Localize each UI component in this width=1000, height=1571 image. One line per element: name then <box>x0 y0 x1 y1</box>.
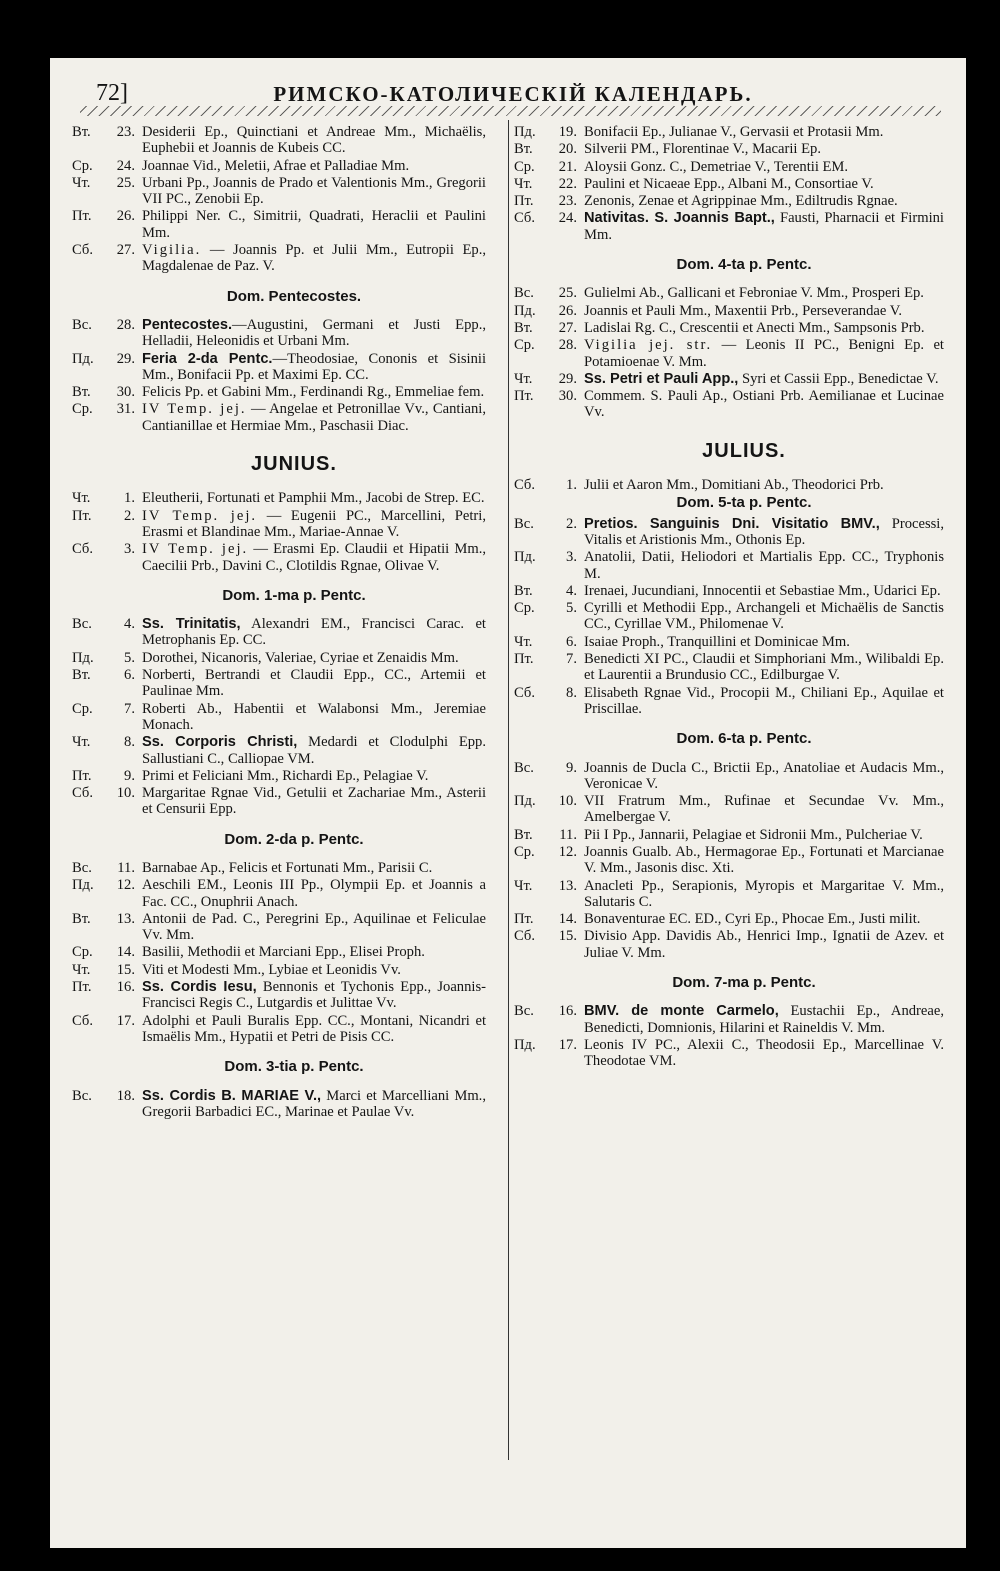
date-number: 5. <box>124 649 135 666</box>
saints-text: Eustachii Ep., Andreae, Benedicti, Domnionis, Hilarini et Raineldis V. Mm. <box>584 1003 944 1036</box>
saints-text: Fausti, Pharnacii et Firmini Mm. <box>584 210 944 243</box>
entry-jun-23 <box>514 193 944 209</box>
entry-jul-4 <box>514 583 944 599</box>
weekday: Сб. <box>72 1012 93 1029</box>
weekday: Вт. <box>514 319 533 336</box>
saints-text: Marci et Marcelliani Mm., Gregorii Barbadici EC., Marinae et Paulae Vv. <box>142 1087 486 1120</box>
date-number: 26. <box>116 208 135 225</box>
saints-text: Roberti Ab., Habentii et Walabonsi Mm., Jeremiae Monach. <box>142 700 486 733</box>
entry-jul-10 <box>514 793 944 826</box>
entry-jul-7 <box>514 651 944 684</box>
entry-jun-15 <box>72 962 486 978</box>
entry-jun-6 <box>72 667 486 700</box>
entry-may-31 <box>72 401 486 434</box>
saints-text: Cyrilli et Methodii Epp., Archangeli et Michaëlis de Sanctis CC., Cyrillae VM., Philomenae V. <box>584 600 944 633</box>
entry-jun-18 <box>72 1088 486 1121</box>
weekday: Пд. <box>72 649 94 666</box>
left-column <box>72 124 486 1121</box>
saints-text: Desiderii Ep., Quinctiani et Andreae Mm., Michaëlis, Euphebii et Joannis de Kubeis CC. <box>142 124 486 157</box>
date-number: 6. <box>124 667 135 684</box>
saints-text: Philippi Ner. C., Simitrii, Quadrati, Heraclii et Paulini Mm. <box>142 208 486 241</box>
entry-may-28 <box>72 317 486 350</box>
sunday-heading: Dom. 6-ta p. Pentc. <box>676 730 812 748</box>
calendar-page <box>50 58 966 1548</box>
saints-text: Julii et Aaron Mm., Domitiani Ab., Theodorici Prb. <box>584 477 884 494</box>
date-number: 31. <box>116 401 135 418</box>
saints-text: Anacleti Pp., Serapionis, Myropis et Margaritae V. Mm., Salutaris C. <box>584 877 944 910</box>
date-number: 21. <box>558 158 577 175</box>
feast-lead: Pentecostes. <box>142 316 233 333</box>
weekday: Вс. <box>72 1087 92 1104</box>
date-number: 13. <box>116 910 135 927</box>
date-number: 30. <box>558 388 577 405</box>
entry-jun-27 <box>514 320 944 336</box>
feast-lead: Ss. Petri et Pauli App., <box>584 370 739 387</box>
weekday: Ср. <box>72 944 93 961</box>
weekday: Пт. <box>72 208 92 225</box>
weekday: Чт. <box>72 490 91 507</box>
saints-text: Norberti, Bertrandi et Claudii Epp., CC., Artemii et Paulinae Mm. <box>142 667 486 700</box>
weekday: Вт. <box>514 141 533 158</box>
date-number: 4. <box>124 616 135 633</box>
date-number: 24. <box>558 210 577 227</box>
entry-jun-26 <box>514 303 944 319</box>
weekday: Пт. <box>514 193 534 210</box>
saints-text: Joannis Gualb. Ab., Hermagorae Ep., Fortunati et Marcianae V. Mm., Jasonis disc. Xti. <box>584 843 944 877</box>
weekday: Вт. <box>72 910 91 927</box>
date-number: 25. <box>116 174 135 191</box>
right-column <box>514 124 944 1071</box>
weekday: Ср. <box>72 157 93 174</box>
date-number: 13. <box>558 877 577 894</box>
entry-may-23 <box>72 124 486 157</box>
saints-text: — Joannis Pp. et Julii Mm., Eutropii Ep., Magdalenae de Paz. V. <box>142 242 486 275</box>
entry-may-30 <box>72 384 486 400</box>
feast-lead: Pretios. Sanguinis Dni. Visitatio BMV., <box>584 515 880 532</box>
date-number: 19. <box>558 124 577 140</box>
saints-text: VII Fratrum Mm., Rufinae et Secundae Vv. Mm., Amelbergae V. <box>584 793 944 826</box>
date-number: 16. <box>558 1003 577 1020</box>
entry-jun-4 <box>72 616 486 649</box>
saints-text: Pii I Pp., Jannarii, Pelagiae et Sidronii Mm., Pulcheriae V. <box>584 826 923 843</box>
weekday: Ср. <box>72 700 93 717</box>
entry-jul-8 <box>514 685 944 718</box>
saints-text: Joannis et Pauli Mm., Maxentii Prb., Perseverandae V. <box>584 302 903 319</box>
weekday: Чт. <box>514 633 533 650</box>
feast-lead: Ss. Corporis Christi, <box>142 734 298 751</box>
saints-text: — Angelae et Petronillae Vv., Cantiani, Cantianillae et Hermiae Mm., Paschasii Diac. <box>142 401 487 434</box>
entry-jun-19 <box>514 124 944 140</box>
date-number: 25. <box>558 285 577 302</box>
saints-text: Felicis Pp. et Gabini Mm., Ferdinandi Rg., Emmeliae fem. <box>142 384 485 401</box>
entry-jun-25 <box>514 285 944 301</box>
date-number: 23. <box>558 193 577 210</box>
saints-text: Irenaei, Jucundiani, Innocentii et Sebastiae Mm., Udarici Ep. <box>584 582 941 599</box>
saints-text: —Theodosiae, Cononis et Sisinii Mm., Bonifacii Pp. et Maximi Ep. CC. <box>142 350 486 383</box>
entry-jul-1 <box>514 477 944 493</box>
entry-jul-11 <box>514 827 944 843</box>
date-number: 17. <box>116 1012 135 1029</box>
date-number: 24. <box>116 157 135 174</box>
weekday: Ср. <box>72 401 93 418</box>
date-number: 22. <box>558 175 577 192</box>
saints-text: — Erasmi Ep. Claudii et Hipatii Mm., Caecilii Prb., Davini C., Clotildis Rgnae, Olivae V. <box>142 541 486 574</box>
saints-text: Eleutherii, Fortunati et Pamphii Mm., Jacobi de Strep. EC. <box>142 490 485 507</box>
entry-may-24 <box>72 158 486 174</box>
saints-text: Urbani Pp., Joannis de Prado et Valentionis Mm., Gregorii VII PC., Zenobii Ep. <box>142 174 486 208</box>
entry-jun-13 <box>72 911 486 944</box>
feast-lead: Ss. Cordis Iesu, <box>142 979 257 996</box>
date-number: 15. <box>558 928 577 945</box>
entry-jul-13 <box>514 878 944 911</box>
date-number: 1. <box>566 477 577 494</box>
entry-jul-14 <box>514 911 944 927</box>
saints-text: Aeschili EM., Leonis III Pp., Olympii Ep. et Joannis a Fac. CC., Onuphrii Anach. <box>142 877 486 910</box>
saints-text: Aloysii Gonz. C., Demetriae V., Terentii EM. <box>584 158 849 175</box>
saints-text: Elisabeth Rgnae Vid., Procopii M., Chiliani Ep., Aquilae et Priscillae. <box>584 684 944 717</box>
saints-text: Ladislai Rg. C., Crescentii et Anecti Mm., Sampsonis Prb. <box>584 319 925 336</box>
weekday: Вс. <box>514 759 534 776</box>
feast-lead: Nativitas. S. Joannis Bapt., <box>584 210 775 227</box>
saints-text: Processi, Vitalis et Aristionis Mm., Othonis Ep. <box>584 515 945 548</box>
date-number: 3. <box>566 549 577 566</box>
sunday-heading: Dom. 1-ma p. Pentc. <box>222 586 366 604</box>
weekday: Вс. <box>514 285 534 302</box>
weekday: Сб. <box>514 928 535 945</box>
entry-jul-2 <box>514 516 944 549</box>
weekday: Пд. <box>514 549 536 566</box>
date-number: 27. <box>558 319 577 336</box>
sunday-heading: Dom. 4-ta p. Pentc. <box>676 256 812 274</box>
entry-jun-12 <box>72 877 486 910</box>
saints-text: Zenonis, Zenae et Agrippinae Mm., Ediltrudis Rgnae. <box>584 193 898 210</box>
saints-text: Syri et Cassii Epp., Benedictae V. <box>742 370 939 387</box>
date-number: 11. <box>117 859 135 876</box>
date-number: 29. <box>558 370 577 387</box>
saints-text: Isaiae Proph., Tranquillini et Dominicae Mm. <box>584 633 850 650</box>
feast-lead: Ss. Trinitatis, <box>142 616 241 633</box>
date-number: 2. <box>124 507 135 524</box>
weekday: Вс. <box>514 515 534 532</box>
entry-jun-17 <box>72 1013 486 1046</box>
weekday: Пт. <box>72 767 92 784</box>
saints-text: Leonis IV PC., Alexii C., Theodosii Ep., Marcellinae V. Theodotae VM. <box>584 1036 944 1070</box>
saints-text: —Augustini, Germani et Justi Epp., Helladii, Heleonidis et Urbani Mm. <box>142 316 486 350</box>
date-number: 20. <box>558 141 577 158</box>
weekday: Сб. <box>514 210 535 227</box>
weekday: Пд. <box>514 302 536 319</box>
date-number: 16. <box>116 979 135 996</box>
entry-jun-24 <box>514 210 944 243</box>
date-number: 28. <box>558 337 577 354</box>
weekday: Пт. <box>514 651 534 668</box>
saints-text: Dorothei, Nicanoris, Valeriae, Cyriae et Zenaidis Mm. <box>142 649 459 666</box>
sunday-heading: Dom. 3-tia p. Pentc. <box>224 1058 364 1076</box>
saints-text: Medardi et Clodulphi Epp. Sallustiani C., Calliopae VM. <box>142 734 486 767</box>
date-number: 18. <box>116 1087 135 1104</box>
sunday-heading: Dom. 5-ta p. Pentc. <box>676 494 812 512</box>
saints-text: Basilii, Methodii et Marciani Epp., Elisei Proph. <box>142 944 425 961</box>
date-number: 23. <box>116 124 135 140</box>
entry-jul-5 <box>514 600 944 633</box>
feast-lead: Vigilia jej. str. <box>584 337 713 354</box>
weekday: Вт. <box>72 667 91 684</box>
date-number: 14. <box>116 944 135 961</box>
saints-text: Alexandri EM., Francisci Carac. et Metrophanis Ep. CC. <box>142 616 486 649</box>
weekday: Пд. <box>514 1036 536 1053</box>
saints-text: Divisio App. Davidis Ab., Henrici Imp., Ignatii de Azev. et Juliae V. Mm. <box>584 928 944 961</box>
date-number: 27. <box>116 242 135 259</box>
date-number: 15. <box>116 961 135 978</box>
weekday: Пд. <box>72 877 94 894</box>
weekday: Ср. <box>514 337 535 354</box>
entry-jun-1 <box>72 490 486 506</box>
weekday: Сб. <box>514 684 535 701</box>
date-number: 14. <box>558 911 577 928</box>
saints-text: Bonaventurae EC. ED., Cyri Ep., Phocae Em., Justi milit. <box>584 911 921 928</box>
saints-text: Adolphi et Pauli Buralis Epp. CC., Montani, Nicandri et Ismaëlis Mm., Hypatii et Petri de Pisis CC. <box>142 1012 486 1045</box>
entry-jul-3 <box>514 549 944 582</box>
weekday: Чт. <box>514 370 533 387</box>
entry-jun-5 <box>72 650 486 666</box>
weekday: Сб. <box>72 242 93 259</box>
entry-jul-12 <box>514 844 944 877</box>
date-number: 28. <box>116 316 135 333</box>
weekday: Сб. <box>72 541 93 558</box>
weekday: Ср. <box>514 158 535 175</box>
entry-jun-11 <box>72 860 486 876</box>
weekday: Пд. <box>514 793 536 810</box>
month-heading: JULIUS. <box>702 439 786 462</box>
date-number: 8. <box>124 734 135 751</box>
weekday: Пт. <box>72 507 92 524</box>
weekday: Сб. <box>514 477 535 494</box>
date-number: 17. <box>558 1036 577 1053</box>
date-number: 7. <box>124 700 135 717</box>
saints-text: Commem. S. Pauli Ap., Ostiani Prb. Aemilianae et Lucinae Vv. <box>584 388 944 421</box>
weekday: Чт. <box>72 734 91 751</box>
saints-text: Primi et Feliciani Mm., Richardi Ep., Pelagiae V. <box>142 767 429 784</box>
feast-lead: Vigilia. <box>142 242 202 259</box>
weekday: Пт. <box>514 911 534 928</box>
entry-jun-21 <box>514 159 944 175</box>
weekday: Ср. <box>514 843 535 860</box>
weekday: Чт. <box>72 961 91 978</box>
entry-jul-16 <box>514 1003 944 1036</box>
date-number: 26. <box>558 302 577 319</box>
date-number: 5. <box>566 600 577 617</box>
saints-text: Bonifacii Ep., Julianae V., Gervasii et Protasii Mm. <box>584 124 884 140</box>
entry-jun-16 <box>72 979 486 1012</box>
entry-jun-2 <box>72 508 486 541</box>
feast-lead: IV Temp. jej. <box>142 541 249 558</box>
entry-jul-15 <box>514 928 944 961</box>
date-number: 29. <box>116 350 135 367</box>
entry-jun-29 <box>514 371 944 387</box>
saints-text: Joannis de Ducla C., Brictii Ep., Anatoliae et Audacis Mm., Veronicae V. <box>584 759 944 792</box>
saints-text: Gulielmi Ab., Gallicani et Febroniae V. Mm., Prosperi Ep. <box>584 285 924 302</box>
saints-text: Benedicti XI PC., Claudii et Simphoriani Mm., Wilibaldi Ep. et Laurentii a Brundusio CC., Edilburgae V. <box>584 651 944 684</box>
weekday: Вс. <box>72 859 92 876</box>
feast-lead: IV Temp. jej. <box>142 401 247 418</box>
date-number: 10. <box>116 785 135 802</box>
sunday-heading: Dom. Pentecostes. <box>226 287 362 305</box>
weekday: Вт. <box>514 582 533 599</box>
weekday: Чт. <box>72 174 91 191</box>
entry-may-29 <box>72 351 486 384</box>
entry-jun-8 <box>72 734 486 767</box>
weekday: Вс. <box>514 1003 534 1020</box>
sunday-heading: Dom. 7-ma p. Pentc. <box>672 974 816 992</box>
saints-text: Bennonis et Tychonis Epp., Joannis-Francisci Regis C., Lutgardis et Julittae Vv. <box>142 979 486 1012</box>
saints-text: Silverii PM., Florentinae V., Macarii Ep. <box>584 141 821 158</box>
entry-jun-30 <box>514 388 944 421</box>
saints-text: — Eugenii PC., Marcellini, Petri, Erasmi et Blandinae Mm., Mariae-Annae V. <box>142 507 486 540</box>
weekday: Вс. <box>72 616 92 633</box>
weekday: Пд. <box>72 350 94 367</box>
entry-jun-20 <box>514 141 944 157</box>
date-number: 30. <box>116 384 135 401</box>
saints-text: Joannae Vid., Meletii, Afrae et Palladiae Mm. <box>142 157 410 174</box>
saints-text: Margaritae Rgnae Vid., Getulii et Zachariae Mm., Asterii et Censurii Epp. <box>142 785 486 818</box>
date-number: 9. <box>566 759 577 776</box>
entry-may-25 <box>72 175 486 208</box>
date-number: 6. <box>566 633 577 650</box>
date-number: 12. <box>558 843 577 860</box>
date-number: 3. <box>124 541 135 558</box>
weekday: Чт. <box>514 877 533 894</box>
date-number: 1. <box>124 490 135 507</box>
date-number: 7. <box>566 651 577 668</box>
weekday: Вт. <box>72 124 91 140</box>
entry-jul-6 <box>514 634 944 650</box>
entry-jun-9 <box>72 768 486 784</box>
saints-text: Barnabae Ap., Felicis et Fortunati Mm., Parisii C. <box>142 859 433 876</box>
month-heading: JUNIUS. <box>251 453 337 476</box>
feast-lead: IV Temp. jej. <box>142 507 258 524</box>
entry-may-26 <box>72 208 486 241</box>
entry-jun-3 <box>72 541 486 574</box>
sunday-heading: Dom. 2-da p. Pentc. <box>224 830 364 848</box>
weekday: Вт. <box>72 384 91 401</box>
decorative-rule <box>80 106 941 116</box>
saints-text: Anatolii, Datii, Heliodori et Martialis Epp. CC., Tryphonis M. <box>584 549 944 582</box>
date-number: 8. <box>566 684 577 701</box>
date-number: 9. <box>124 767 135 784</box>
date-number: 4. <box>566 582 577 599</box>
entry-jun-7 <box>72 701 486 734</box>
weekday: Пт. <box>514 388 534 405</box>
column-divider <box>508 120 509 1460</box>
date-number: 2. <box>566 515 577 532</box>
feast-lead: Ss. Cordis B. MARIAE V., <box>142 1087 322 1104</box>
weekday: Ср. <box>514 600 535 617</box>
entry-jul-17 <box>514 1037 944 1070</box>
saints-text: Antonii de Pad. C., Peregrini Ep., Aquilinae et Feliculae Vv. Mm. <box>142 910 486 944</box>
entry-may-27 <box>72 242 486 275</box>
saints-text: Viti et Modesti Mm., Lybiae et Leonidis Vv. <box>142 961 401 978</box>
entry-jun-22 <box>514 176 944 192</box>
saints-text: — Leonis II PC., Benigni Ep. et Potamioenae V. Mm. <box>584 337 944 370</box>
running-title: РИМСКО-КАТОЛИЧЕСКІЙ КАЛЕНДАРЬ. <box>273 82 753 106</box>
weekday: Пд. <box>514 124 536 140</box>
feast-lead: Feria 2-da Pentc. <box>142 350 273 367</box>
entry-jun-10 <box>72 785 486 818</box>
entry-jun-28 <box>514 337 944 370</box>
entry-jun-14 <box>72 944 486 960</box>
weekday: Вс. <box>72 316 92 333</box>
weekday: Вт. <box>514 826 533 843</box>
date-number: 10. <box>558 793 577 810</box>
page-number: 72] <box>96 80 128 106</box>
feast-lead: BMV. de monte Carmelo, <box>584 1003 779 1020</box>
entry-jul-9 <box>514 760 944 793</box>
date-number: 12. <box>116 877 135 894</box>
date-number: 11. <box>559 826 577 843</box>
saints-text: Paulini et Nicaeae Epp., Albani M., Consortiae V. <box>584 175 874 192</box>
weekday: Сб. <box>72 785 93 802</box>
weekday: Пт. <box>72 979 92 996</box>
weekday: Чт. <box>514 175 533 192</box>
